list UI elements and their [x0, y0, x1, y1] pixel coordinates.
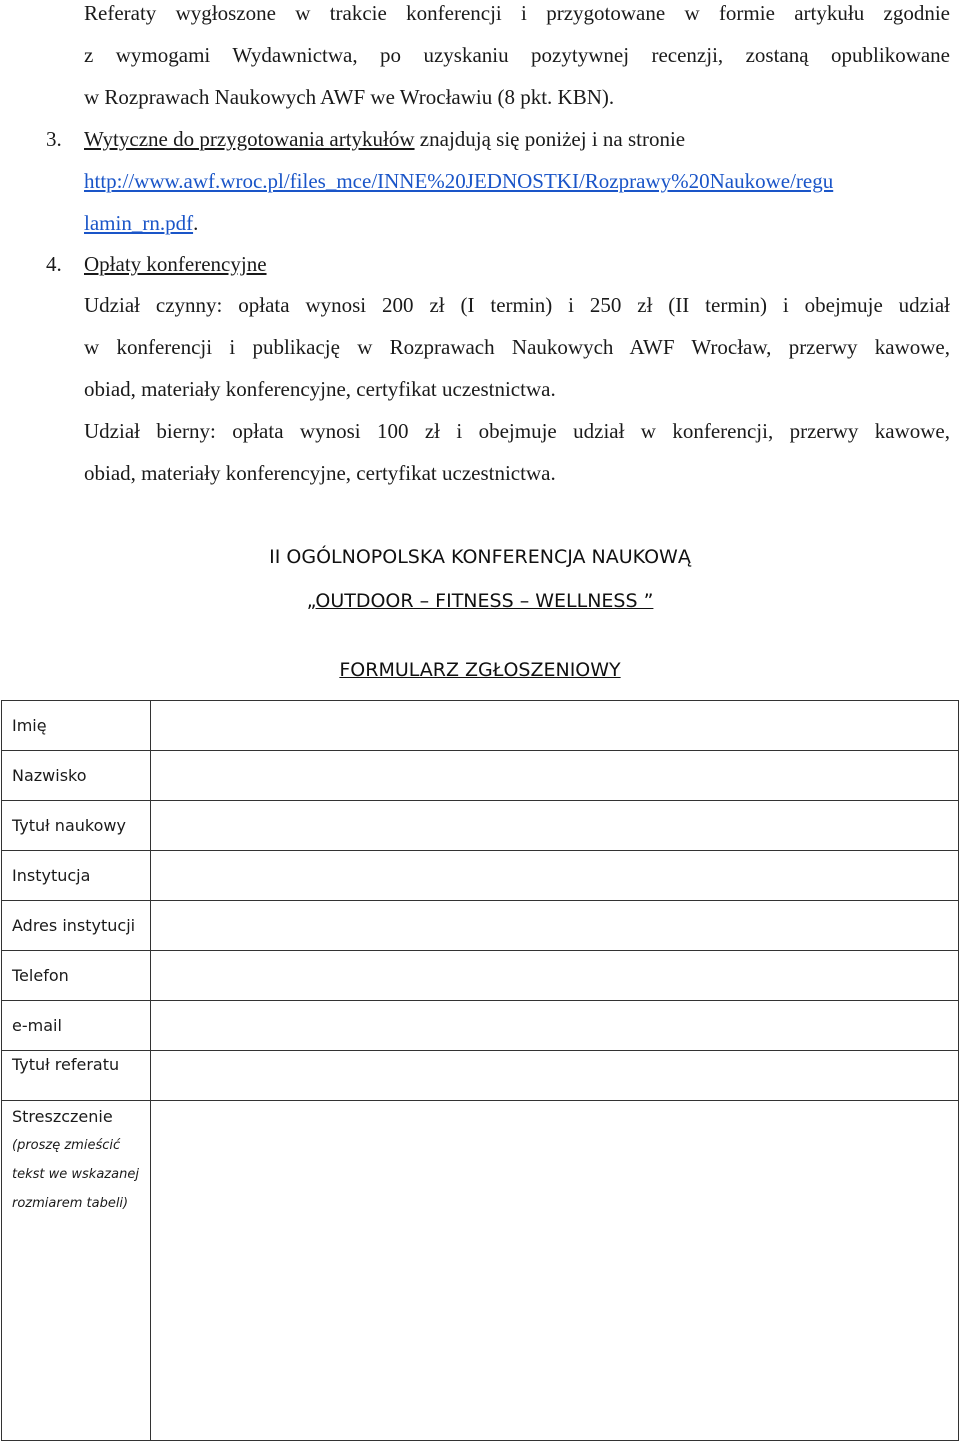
first-name-field[interactable] [151, 701, 959, 751]
form-row-institution-address [2, 901, 959, 951]
guidelines-link-suffix: . [193, 211, 199, 235]
abstract-note-line-2: tekst we wskazanej [12, 1167, 139, 1182]
intro-line-2: z wymogami Wydawnictwa, po uzyskaniu pozytywnej recenzji, zostaną opublikowane [84, 43, 950, 67]
phone-label: Telefon [2, 951, 151, 1001]
intro-line-1: Referaty wygłoszone w trakcie konferencji i przygotowane w formie artykułu zgodnie [84, 1, 950, 25]
paper-title-field[interactable] [151, 1051, 959, 1101]
last-name-field[interactable] [151, 751, 959, 801]
conference-title: II OGÓLNOPOLSKA KONFERENCJA NAUKOWĄ [269, 546, 691, 568]
conference-subtitle [0, 590, 960, 612]
registration-form-table [1, 700, 959, 1441]
guidelines-link-line-1 [84, 160, 833, 202]
guidelines-label: Wytyczne do przygotowania artykułów [84, 127, 415, 151]
form-row-email [2, 1001, 959, 1051]
active-fee-line-1: Udział czynny: opłata wynosi 200 zł (I termin) i 250 zł (II termin) i obejmuje udział [84, 293, 950, 317]
passive-fee-line-2: obiad, materiały konferencyjne, certyfikat uczestnictwa. [84, 461, 556, 485]
paper-title-label: Tytuł referatu [2, 1051, 151, 1101]
guidelines-link-continued[interactable]: lamin_rn.pdf [84, 211, 194, 235]
academic-title-field[interactable] [151, 801, 959, 851]
form-row-paper-title [2, 1051, 959, 1101]
guidelines-link-line-2 [84, 202, 198, 244]
form-row-academic-title [2, 801, 959, 851]
form-row-first-name [2, 701, 959, 751]
guidelines-link[interactable]: http://www.awf.wroc.pl/files_mce/INNE%20JEDNOSTKI/Rozprawy%20Naukowe/regu [84, 169, 834, 193]
intro-line-3: w Rozprawach Naukowych AWF we Wrocławiu (8 pkt. KBN). [84, 85, 615, 109]
phone-field[interactable] [151, 951, 959, 1001]
form-row-abstract [2, 1101, 959, 1441]
last-name-label: Nazwisko [2, 751, 151, 801]
form-row-last-name [2, 751, 959, 801]
abstract-field[interactable] [151, 1101, 959, 1441]
passive-fee-line-1: Udział bierny: opłata wynosi 100 zł i obejmuje udział w konferencji, przerwy kawowe, [84, 419, 950, 443]
conference-subtitle-text: „OUTDOOR – FITNESS – WELLNESS ” [306, 590, 654, 612]
institution-address-field[interactable] [151, 901, 959, 951]
abstract-note-line-1: (proszę zmieścić [12, 1138, 121, 1153]
abstract-note-line-3: rozmiarem tabeli) [12, 1196, 129, 1211]
form-row-phone [2, 951, 959, 1001]
abstract-label-cell [2, 1101, 151, 1441]
email-label: e-mail [2, 1001, 151, 1051]
item-3-number: 3. [46, 127, 62, 151]
institution-label: Instytucja [2, 851, 151, 901]
first-name-label: Imię [2, 701, 151, 751]
email-field[interactable] [151, 1001, 959, 1051]
form-title [0, 659, 960, 681]
form-row-institution [2, 851, 959, 901]
institution-address-label: Adres instytucji [2, 901, 151, 951]
institution-field[interactable] [151, 851, 959, 901]
active-fee-line-3: obiad, materiały konferencyjne, certyfikat uczestnictwa. [84, 377, 556, 401]
fees-title: Opłaty konferencyjne [84, 252, 267, 276]
active-fee-line-2: w konferencji i publikację w Rozprawach Naukowych AWF Wrocław, przerwy kawowe, [84, 335, 950, 359]
item-3-text [84, 118, 685, 160]
form-title-text: FORMULARZ ZGŁOSZENIOWY [339, 659, 621, 681]
academic-title-label: Tytuł naukowy [2, 801, 151, 851]
abstract-label: Streszczenie [12, 1107, 113, 1126]
item-4-number: 4. [46, 252, 62, 276]
guidelines-rest: znajdują się poniżej i na stronie [414, 127, 686, 151]
